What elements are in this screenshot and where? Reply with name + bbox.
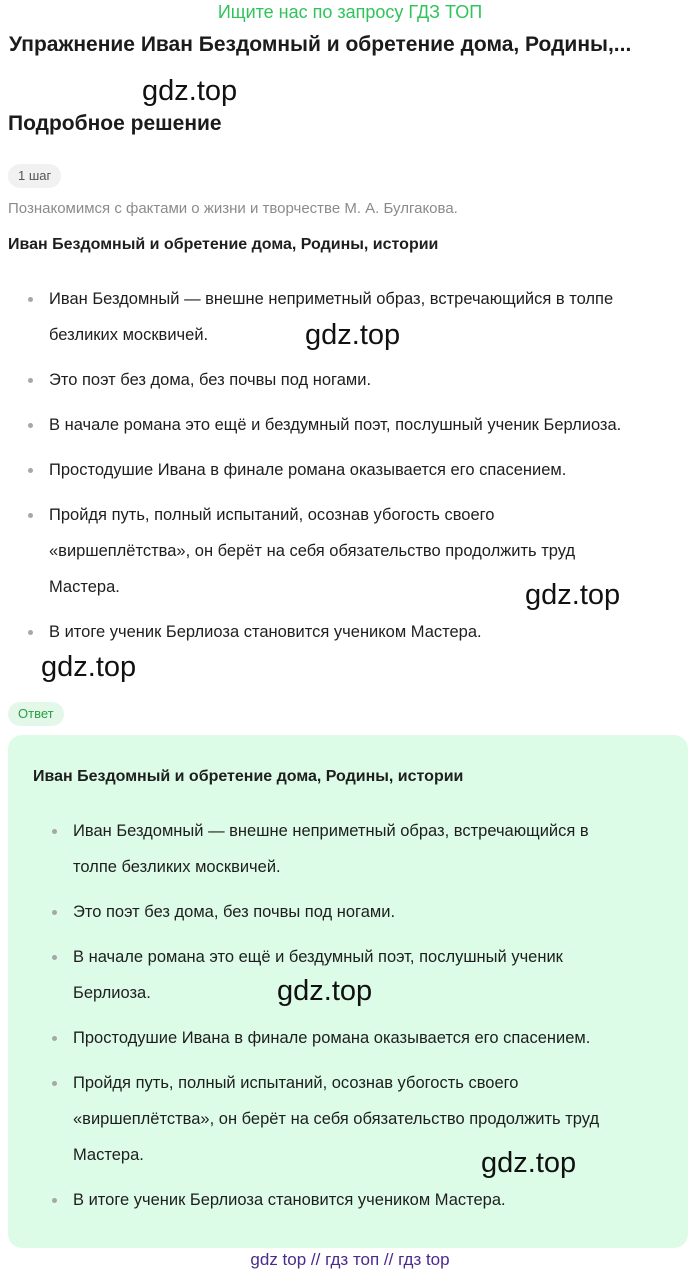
list-item xyxy=(73,813,683,885)
step-badge: 1 шаг xyxy=(8,164,61,188)
bullet-icon xyxy=(28,378,33,383)
bullet-icon xyxy=(28,423,33,428)
bullet-icon xyxy=(52,829,57,834)
list-item xyxy=(49,614,694,650)
footer-links: gdz top // гдз топ // гдз top xyxy=(250,1250,450,1269)
watermark: gdz.top xyxy=(277,975,373,1007)
list-item-line: Иван Бездомный — внешне неприметный образ, встречающийся в xyxy=(73,822,589,840)
page-title: Упражнение Иван Бездомный и обретение дома, Родины,... xyxy=(9,33,632,56)
section-heading: Подробное решение xyxy=(8,112,222,135)
bullet-icon xyxy=(52,1081,57,1086)
list-item xyxy=(73,894,683,930)
bullet-icon xyxy=(52,955,57,960)
solution-heading: Иван Бездомный и обретение дома, Родины, истории xyxy=(8,236,439,253)
list-item-line: Пройдя путь, полный испытаний, осознав убогость своего xyxy=(73,1074,519,1092)
search-banner: Ищите нас по запросу ГДЗ ТОП xyxy=(217,2,483,22)
list-item xyxy=(73,1182,683,1218)
bullet-icon xyxy=(28,513,33,518)
bullet-icon xyxy=(52,1036,57,1041)
list-item-line: безликих москвичей. xyxy=(49,326,209,344)
watermark: gdz.top xyxy=(41,651,137,683)
bullet-icon xyxy=(28,468,33,473)
watermark: gdz.top xyxy=(305,319,401,351)
list-item-line: Пройдя путь, полный испытаний, осознав убогость своего xyxy=(49,506,495,524)
list-item xyxy=(49,452,694,488)
list-item-line: толпе безликих москвичей. xyxy=(73,858,281,876)
list-item-line: Берлиоза. xyxy=(73,984,151,1002)
list-item-line: Простодушие Ивана в финале романа оказывается его спасением. xyxy=(73,1029,591,1047)
list-item-line: Иван Бездомный — внешне неприметный образ, встречающийся в толпе xyxy=(49,290,614,308)
list-item-line: «виршеплётства», он берёт на себя обязательство продолжить труд xyxy=(49,542,576,560)
list-item xyxy=(49,362,694,398)
bullet-icon xyxy=(52,910,57,915)
list-item-line: В итоге ученик Берлиоза становится учеником Мастера. xyxy=(73,1191,506,1209)
list-item-line: Простодушие Ивана в финале романа оказывается его спасением. xyxy=(49,461,567,479)
list-item xyxy=(73,1020,683,1056)
intro-text: Познакомимся с фактами о жизни и творчестве М. А. Булгакова. xyxy=(8,200,458,217)
bullet-icon xyxy=(28,630,33,635)
watermark: gdz.top xyxy=(525,579,621,611)
answer-badge: Ответ xyxy=(8,702,64,726)
list-item xyxy=(49,407,694,443)
list-item-line: Это поэт без дома, без почвы под ногами. xyxy=(49,371,372,389)
list-item-line: Мастера. xyxy=(49,578,120,596)
watermark: gdz.top xyxy=(481,1147,577,1179)
list-item-line: Мастера. xyxy=(73,1146,144,1164)
answer-heading: Иван Бездомный и обретение дома, Родины, истории xyxy=(33,768,464,785)
list-item xyxy=(73,1065,683,1173)
list-item-line: В начале романа это ещё и бездумный поэт, послушный ученик Берлиоза. xyxy=(49,416,622,434)
list-item-line: «виршеплётства», он берёт на себя обязательство продолжить труд xyxy=(73,1110,600,1128)
bullet-icon xyxy=(28,297,33,302)
list-item-line: В итоге ученик Берлиоза становится учеником Мастера. xyxy=(49,623,482,641)
list-item-line: В начале романа это ещё и бездумный поэт, послушный ученик xyxy=(73,948,563,966)
answer-list xyxy=(73,813,683,1218)
list-item-line: Это поэт без дома, без почвы под ногами. xyxy=(73,903,396,921)
bullet-icon xyxy=(52,1198,57,1203)
watermark: gdz.top xyxy=(142,75,238,107)
list-item xyxy=(73,939,683,1011)
